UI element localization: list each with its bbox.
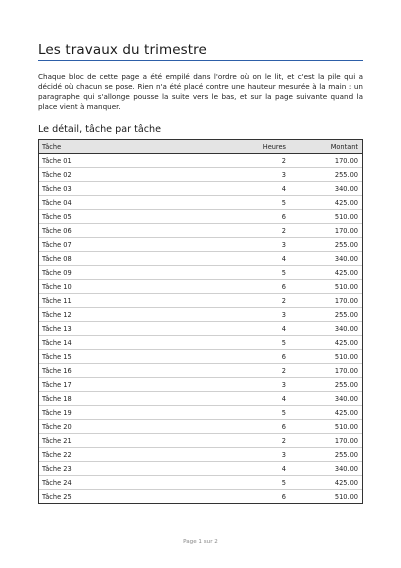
cell-task: Tâche 16 (39, 364, 222, 378)
cell-amount: 340.00 (290, 322, 362, 336)
cell-amount: 255.00 (290, 378, 362, 392)
cell-amount: 255.00 (290, 168, 362, 182)
table-row (39, 420, 362, 434)
table-row (39, 448, 362, 462)
cell-task: Tâche 17 (39, 378, 222, 392)
cell-amount: 425.00 (290, 196, 362, 210)
cell-hours: 6 (281, 492, 286, 501)
cell-hours: 2 (222, 224, 290, 238)
cell-amount: 510.00 (334, 492, 358, 501)
cell-hours: 4 (222, 322, 290, 336)
cell-task: Tâche 07 (39, 238, 222, 252)
cell-hours: 3 (222, 448, 290, 462)
cell-task: Tâche 24 (39, 476, 222, 490)
cell-amount: 340.00 (290, 462, 362, 476)
table-row (39, 196, 362, 210)
cell-hours: 4 (222, 182, 290, 196)
column-header-task: Tâche (39, 140, 222, 154)
table-row (39, 364, 362, 378)
table-row (39, 308, 362, 322)
table-row (39, 490, 362, 504)
cell-hours: 6 (222, 210, 290, 224)
cell-hours: 3 (222, 308, 290, 322)
cell-task: Tâche 09 (39, 266, 222, 280)
cell-amount: 340.00 (290, 182, 362, 196)
cell-task: Tâche 02 (39, 168, 222, 182)
cell-amount: 170.00 (290, 434, 362, 448)
cell-amount: 340.00 (290, 252, 362, 266)
cell-amount: 425.00 (290, 266, 362, 280)
table-row (39, 168, 362, 182)
cell-amount: 425.00 (290, 476, 362, 490)
cell-task: Tâche 19 (39, 406, 222, 420)
table-row (39, 266, 362, 280)
cell-amount: 255.00 (290, 308, 362, 322)
cell-task: Tâche 23 (39, 462, 222, 476)
cell-amount: 510.00 (290, 280, 362, 294)
table-header (39, 140, 362, 154)
cell-task: Tâche 15 (39, 350, 222, 364)
cell-task: Tâche 12 (39, 308, 222, 322)
cell-hours: 6 (222, 420, 290, 434)
cell-task: Tâche 01 (39, 154, 222, 168)
table-row (39, 252, 362, 266)
task-table-container (38, 139, 363, 504)
cell-hours: 2 (222, 294, 290, 308)
table-row (39, 294, 362, 308)
cell-task: Tâche 14 (39, 336, 222, 350)
table-body (39, 154, 362, 504)
table-row (39, 322, 362, 336)
table-row (39, 336, 362, 350)
table-row (39, 392, 362, 406)
cell-hours: 6 (222, 280, 290, 294)
cell-hours: 6 (222, 350, 290, 364)
cell-hours: 4 (222, 252, 290, 266)
page-footer: Page 1 sur 2 (183, 539, 218, 545)
cell-task: Tâche 25 (42, 492, 72, 501)
table-row (39, 154, 362, 168)
cell-task: Tâche 04 (39, 196, 222, 210)
cell-task: Tâche 03 (39, 182, 222, 196)
cell-hours: 4 (222, 392, 290, 406)
cell-task: Tâche 08 (39, 252, 222, 266)
table-row (39, 378, 362, 392)
cell-amount: 425.00 (290, 406, 362, 420)
cell-amount: 510.00 (290, 210, 362, 224)
cell-hours: 2 (222, 364, 290, 378)
cell-amount: 255.00 (290, 238, 362, 252)
column-header-amount: Montant (290, 140, 362, 154)
table-row (39, 238, 362, 252)
table-row (39, 476, 362, 490)
cell-task: Tâche 22 (39, 448, 222, 462)
cell-hours: 2 (222, 434, 290, 448)
cell-amount: 510.00 (290, 350, 362, 364)
cell-task: Tâche 06 (39, 224, 222, 238)
task-table (39, 140, 362, 503)
table-row (39, 462, 362, 476)
intro-paragraph: Chaque bloc de cette page a été empilé dans l'ordre où on le lit, et c'est la pile qui a décidé où chacun se pose. Rien n'a été placé contre une hauteur mesurée à la main : un paragraphe qui s'allonge pousse la suite vers le bas, et sur la page suivante quand la place vient à manquer. (38, 72, 363, 111)
cell-hours: 4 (222, 462, 290, 476)
cell-hours: 5 (222, 266, 290, 280)
cell-hours: 5 (222, 406, 290, 420)
cell-hours: 5 (222, 476, 290, 490)
cell-amount: 340.00 (290, 392, 362, 406)
cell-amount: 170.00 (290, 154, 362, 168)
table-row (39, 434, 362, 448)
table-row (39, 182, 362, 196)
cell-amount: 425.00 (290, 336, 362, 350)
title-divider (38, 60, 363, 61)
cell-hours: 2 (222, 154, 290, 168)
page-title: Les travaux du trimestre (38, 42, 207, 58)
cell-task: Tâche 11 (39, 294, 222, 308)
cell-task: Tâche 21 (39, 434, 222, 448)
section-subtitle: Le détail, tâche par tâche (38, 124, 161, 135)
cell-amount: 170.00 (290, 224, 362, 238)
table-row (39, 406, 362, 420)
cell-task: Tâche 10 (39, 280, 222, 294)
table-row (39, 210, 362, 224)
cell-amount: 510.00 (290, 420, 362, 434)
cell-task: Tâche 20 (39, 420, 222, 434)
cell-hours: 3 (222, 168, 290, 182)
table-row (39, 224, 362, 238)
cell-hours: 5 (222, 196, 290, 210)
column-header-hours: Heures (222, 140, 290, 154)
table-header-row (39, 140, 362, 154)
cell-amount: 170.00 (290, 294, 362, 308)
cell-hours: 3 (222, 238, 290, 252)
cell-amount: 170.00 (290, 364, 362, 378)
cell-hours: 5 (222, 336, 290, 350)
cell-task: Tâche 13 (39, 322, 222, 336)
table-row (39, 280, 362, 294)
table-row (39, 350, 362, 364)
cell-hours: 3 (222, 378, 290, 392)
cell-task: Tâche 05 (39, 210, 222, 224)
cell-amount: 255.00 (290, 448, 362, 462)
cell-task: Tâche 18 (39, 392, 222, 406)
